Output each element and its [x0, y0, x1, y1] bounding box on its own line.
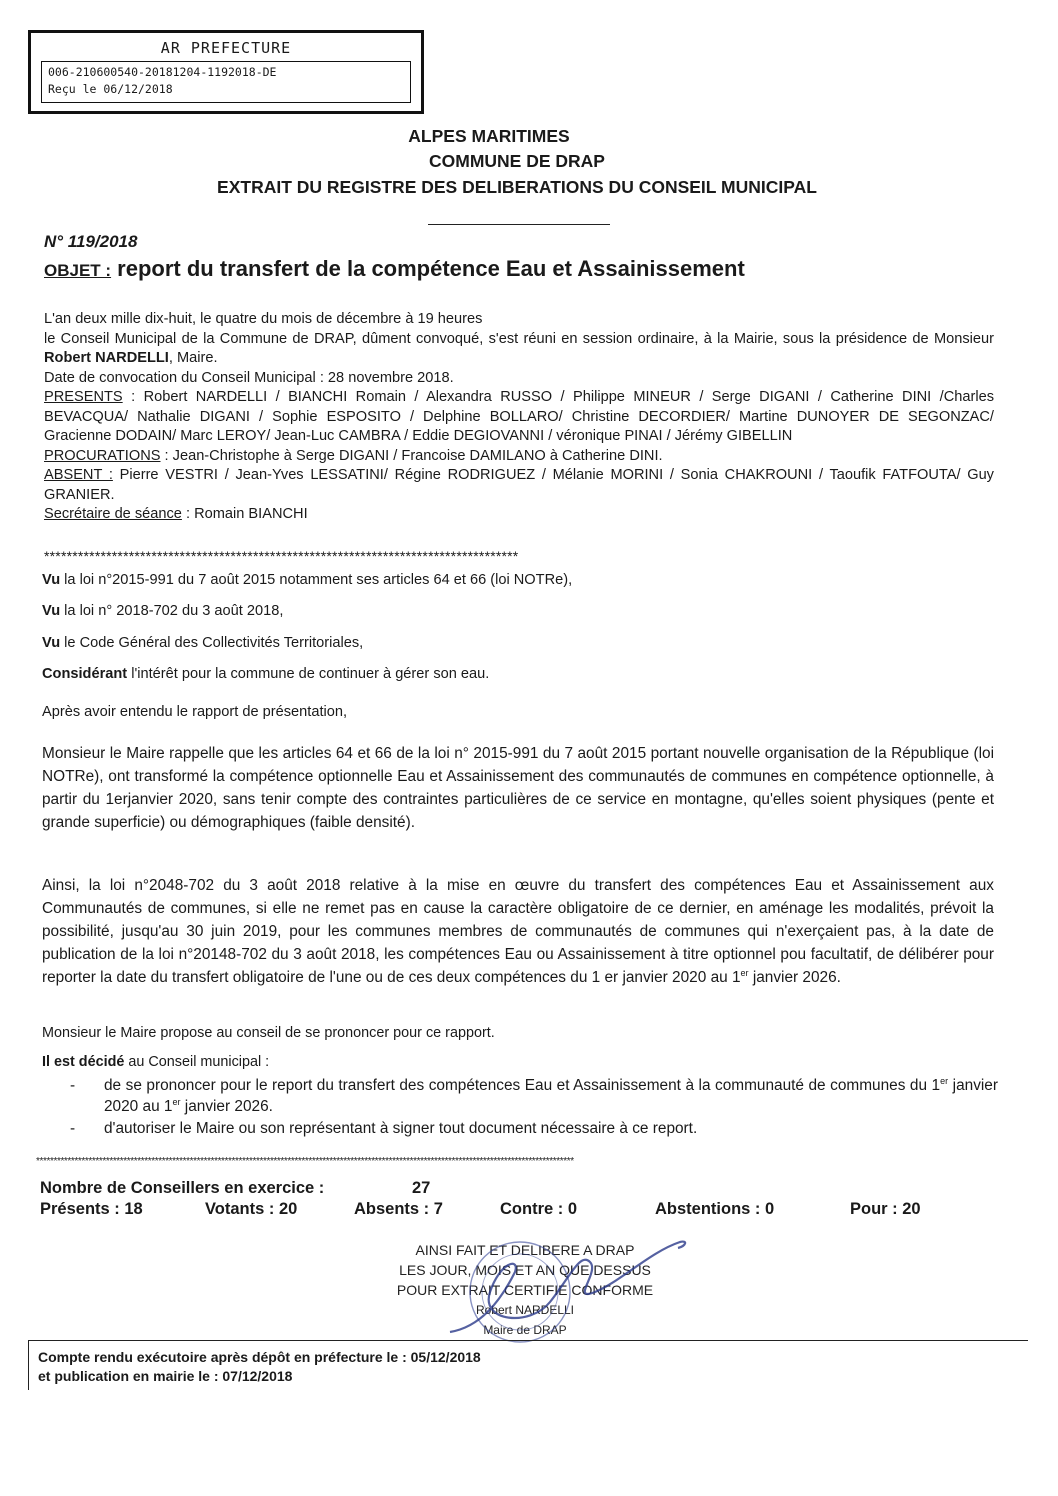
pour-count: Pour : 20 [850, 1200, 921, 1218]
vu-line: Vu la loi n° 2018-702 du 3 août 2018, [42, 603, 284, 619]
presents-count: Présents : 18 [40, 1200, 143, 1218]
register-title: EXTRAIT DU REGISTRE DES DELIBERATIONS DU CONSEIL MUNICIPAL [217, 177, 817, 197]
prefecture-deposit-line: Compte rendu exécutoire après dépôt en préfecture le : 05/12/2018 [38, 1349, 481, 1365]
subject-line [44, 256, 745, 282]
intro-date: L'an deux mille dix-huit, le quatre du mois de décembre à 19 heures [44, 311, 483, 327]
law-paragraph: Ainsi, la loi n°2048-702 du 3 août 2018 relative à la mise en œuvre du transfert des compétences Eau et Assainissement aux Communautés de communes, si elle ne remet pas en cause la caractère obligatoire de ce dernier, en aménage les modalités, prévoit la possibilité, jusqu'au 30 juin 2019, pour les communes membres de communautés de communes qui n'exerçaient pas, à la date de publication de la loi n°20148-702 du 3 août 2018, les compétences Eau ou Assainissement à titre optionnel pou facultatif, de délibérer pour reporter la date du transfert obligatoire de l'une ou de ces deux compétences du 1 er janvier 2020 au 1er janvier 2026. [42, 877, 994, 986]
decision-item: - de se prononcer pour le report du transfert des compétences Eau et Assainissement à la communauté de communes du 1er janvier 2020 au 1er janvier 2026. [70, 1075, 998, 1115]
footer-border [28, 1340, 1028, 1341]
header-divider [428, 224, 610, 225]
absent-label: ABSENT : [44, 467, 113, 483]
separator-stars: ************************************************************************************ [44, 548, 519, 564]
publication-line: et publication en mairie le : 07/12/2018 [38, 1368, 293, 1384]
council-members-count: 27 [412, 1179, 431, 1197]
votants-count: Votants : 20 [205, 1200, 298, 1218]
meeting-intro [44, 310, 994, 525]
presents-label: PRESENTS [44, 389, 123, 405]
procurations-list: PROCURATIONS : Jean-Christophe à Serge DIGANI / Francoise DAMILANO à Catherine DINI. [44, 447, 663, 464]
vu-line: Vu la loi n°2015-991 du 7 août 2015 notamment ses articles 64 et 66 (loi NOTRe), [42, 572, 573, 588]
absents-count: Absents : 7 [354, 1200, 443, 1218]
stamp-received-date: Reçu le 06/12/2018 [48, 82, 173, 96]
abstentions-count: Abstentions : 0 [655, 1200, 775, 1218]
subject-text: report du transfert de la compétence Eau et Assainissement [111, 256, 745, 281]
intro-session: le Conseil Municipal de la Commune de DRAP, dûment convoqué, s'est réuni en session ordinaire, à la Mairie, sous la présidence de Monsieur Robert NARDELLI, Maire. [44, 330, 994, 366]
deliberation-number: N° 119/2018 [44, 232, 138, 251]
subject-label: OBJET : [44, 261, 112, 280]
contre-count: Contre : 0 [500, 1200, 578, 1218]
considerant-line: Considérant l'intérêt pour la commune de continuer à gérer son eau. [42, 666, 490, 682]
vu-line: Vu le Code Général des Collectivités Territoriales, [42, 635, 364, 651]
mayor-name: Robert NARDELLI [44, 350, 169, 366]
department-heading: ALPES MARITIMES [408, 126, 570, 146]
decision-heading: Il est décidé au Conseil municipal : [42, 1054, 270, 1070]
mayor-proposal: Monsieur le Maire propose au conseil de se prononcer pour ce rapport. [42, 1025, 495, 1041]
presents-list: PRESENTS : Robert NARDELLI / BIANCHI Romain / Alexandra RUSSO / Philippe MINEUR / Serge DIGANI / Catherine DINI /Charles BEVACQUA/ Nathalie DIGANI / Sophie ESPOSITO / Delphine BOLLARO/ Christine DECORDIER/ Martine DUNOYER DE SEGONZAC/ Gracienne DODAIN/ Marc LEROY/ Jean-Luc CAMBRA / Eddie DEGIOVANNI / véronique PINAI / Jérémy GIBELLIN [44, 389, 994, 444]
secretary-label: Secrétaire de séance [44, 506, 182, 522]
procurations-label: PROCURATIONS [44, 447, 161, 464]
report-heard-line: Après avoir entendu le rapport de présentation, [42, 704, 348, 720]
secretary-line: Secrétaire de séance : Romain BIANCHI [44, 506, 308, 522]
mayor-recall-paragraph: Monsieur le Maire rappelle que les articles 64 et 66 de la loi n° 2015-991 du 7 août 2015 portant nouvelle organisation de la République (loi NOTRe), ont transformé la compétence optionnelle Eau et Assainissement des communautés de communes en compétence optionnelle, à partir du 1erjanvier 2020, sans tenir compte des contraintes particulières de ce service en montagne, qu'elles soient physiques (pente et grande superficie) ou démographiques (faible densité). [42, 745, 994, 831]
prefecture-stamp [28, 30, 424, 114]
council-members-label: Nombre de Conseillers en exercice : [40, 1179, 325, 1197]
stamp-details [41, 61, 411, 103]
footer-border-left [28, 1340, 29, 1390]
convocation-date: Date de convocation du Conseil Municipal : 28 novembre 2018. [44, 369, 454, 386]
separator-stars-bottom: ********************************************************************************************************************************************************** [36, 1156, 574, 1167]
decision-item: - d'autoriser le Maire ou son représentant à signer tout document nécessaire à ce report. [70, 1120, 698, 1137]
absent-list: ABSENT : Pierre VESTRI / Jean-Yves LESSATINI/ Régine RODRIGUEZ / Mélanie MORINI / Sonia CHAKROUNI / Taoufik FATFOUTA/ Guy GRANIER. [44, 467, 994, 503]
certification-block: AINSI FAIT ET DELIBERE A DRAP LES JOUR, MOIS ET AN QUE DESSUS POUR EXTRAIT CERTIFIE CONFORME Robert NARDELLI Maire de DRAP [396, 1242, 654, 1337]
mayor-signature-and-seal [420, 1232, 710, 1357]
commune-heading: COMMUNE DE DRAP [429, 151, 605, 171]
stamp-reference: 006-210600540-20181204-1192018-DE [48, 65, 277, 79]
stamp-title: AR PREFECTURE [160, 39, 292, 57]
